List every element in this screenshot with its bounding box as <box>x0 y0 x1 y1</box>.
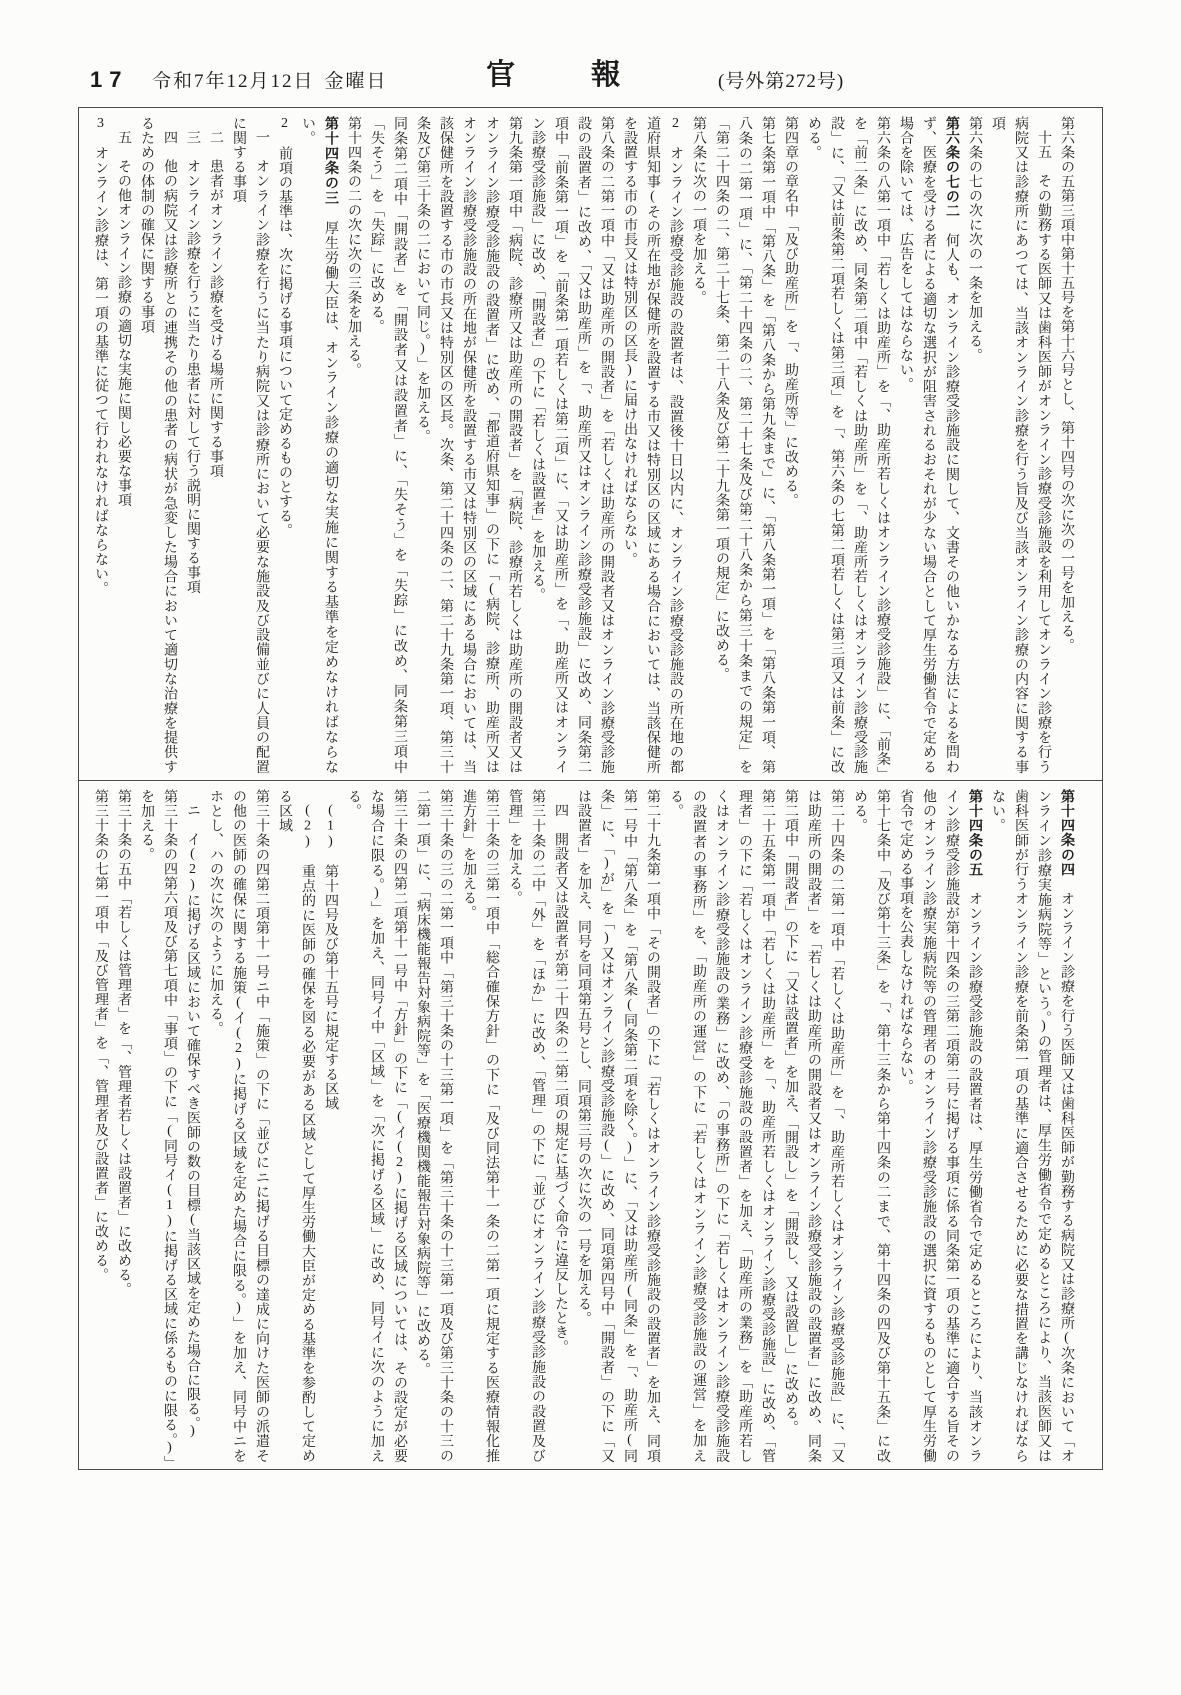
law-paragraph: 第三十条の四第二項第十一号ニ中「施策」の下に「並びにニに掲げる目標の達成に向けた医師の派遣その他の医師の確保に関する施策(イ(2)に掲げる区域を定めた場合に限る。)」を加え、同号中ニをホとし、ハの次に次のように加える。 <box>208 789 269 1463</box>
law-paragraph: 第三十条の四第六項及び第七項中「事項」の下に「(同号イ(1)に掲げる区域に係るものに限る。)」を加える。 <box>139 789 177 1463</box>
law-paragraph: 第二十四条の二第一項中「若しくは助産所」を「、助産所若しくはオンライン診療受診施設」に、「又は助産所の開設者」を「若しくは助産所の開設者又はオンライン診療受診施設の設置者」に改め、同条第二項中「開設者」の下に「又は設置者」を加え、「開設し」を「開設し、又は設置し」に改める。 <box>783 789 844 1463</box>
law-paragraph: 第三十条の三第一項中「総合確保方針」の下に「及び同法第十一条の二第一項に規定する医療情報化推進方針」を加える。 <box>461 789 499 1463</box>
law-paragraph: 第六条の七の次に次の一条を加える。 <box>967 116 982 363</box>
law-paragraph: 第三十条の三の二第一項中「第三十条の十三第一項」を「第三十条の十三第一項及び第三十条の十三の二第一項」に、「病床機能報告対象病院等」を「医療機関機能報告対象病院等」に改める。 <box>415 789 453 1463</box>
top-section <box>79 108 1102 780</box>
law-paragraph: 第九条第一項中「病院、診療所又は助産所の開設者」を「病院、診療所若しくは助産所の開設者又はオンライン診療受診施設の設置者」に改め、「都道府県知事」の下に「(病院、診療所、助産所又はオンライン診療受診施設の所在地が保健所を設置する市又は特別区の区域にある場合においては、当該保健所を設置する市の市長又は特別区の区長。次条、第二十四条の二、第二十九条第一項、第三十条及び第三十条の二において同じ。)」を加える。 <box>415 116 522 774</box>
law-paragraph: 第十四条の三 厚生労働大臣は、オンライン診療の適切な実施に関する基準を定めなければならない。 <box>300 116 338 775</box>
bottom-section <box>79 781 1102 1469</box>
law-paragraph: 第三十条の五中「若しくは管理者」を「、管理者若しくは設置者」に改める。 <box>116 789 131 1297</box>
law-paragraph: 第六条の五第三項中第十五号を第十六号とし、第十四号の次に次の一号を加える。 <box>1059 116 1074 653</box>
law-paragraph: 第三十条の四第二項第十一号中「方針」の下に「(イ(2)に掲げる区域については、その設定が必要な場合に限る。)」を加え、同号イ中「区域」を「次に掲げる区域」に改め、同号イに次のように加える。 <box>346 789 407 1463</box>
content-frame <box>78 107 1103 1470</box>
law-paragraph: (1) 第十四号及び第十五号に規定する区域 <box>323 803 338 1111</box>
law-paragraph: 第十四条の五 オンライン診療受診施設の設置者は、厚生労働省令で定めるところにより、当該オンライン診療受診施設が第十四条の三第二項第二号に掲げる事項に係る同条第一項の基準に適合する旨その他のオンライン診療実施病院等の管理者のオンライン診療受診施設の選択に資するものとして厚生労働省令で定める事項を公表しなければならない。 <box>898 789 982 1464</box>
date-text: 令和7年12月12日 <box>152 71 315 92</box>
law-paragraph: 第六条の七の二 何人も、オンライン診療受診施設に関して、文書その他いかなる方法によるを問わず、医療を受ける者による適切な選択が阻害されるおそれが少ない場合として厚生労働省令で定める場合を除いては、広告をしてはならない。 <box>898 116 959 774</box>
law-paragraph: 第二十五条第一項中「若しくは助産所」を「、助産所若しくはオンライン診療受診施設」に改め、「管理者」の下に「若しくはオンライン診療受診施設の設置者」を加え、「助産所の業務」を「助産所若しくはオンライン診療受診施設の業務」に改め、「の事務所」の下に「若しくはオンライン診療受診施設の設置者の事務所」を、「助産所の運営」の下に「若しくはオンライン診療受診施設の運営」を加える。 <box>668 789 775 1463</box>
issue-date <box>152 66 388 93</box>
law-paragraph: 三 オンライン診療を行うに当たり患者に対して行う説明に関する事項 <box>185 130 200 594</box>
law-paragraph: 第六条の八第一項中「若しくは助産所」を「、助産所若しくはオンライン診療受診施設」に、「前条」を「前二条」に改め、同条第二項中「若しくは助産所」を「、助産所若しくはオンライン診療受診施設」に、「又は前条第二項若しくは第三項」を「、第六条の七第二項若しくは第三項又は前条」に改める。 <box>806 116 890 774</box>
law-paragraph: 第三十条の二中「外」を「ほか」に改め、「管理」の下に「並びにオンライン診療受診施設の設置及び管理」を加える。 <box>507 789 545 1463</box>
header <box>0 0 1181 107</box>
law-paragraph: 第三十条の七第一項中「及び管理者」を「、管理者及び設置者」に改める。 <box>93 789 108 1282</box>
law-paragraph: 二 患者がオンライン診療を受ける場所に関する事項 <box>208 130 223 478</box>
issue-number: (号外第272号) <box>718 71 845 92</box>
law-paragraph: 第十四条の四 オンライン診療を行う医師又は歯科医師が勤務する病院又は診療所(次条において「オンライン診療実施病院等」という。)の管理者は、厚生労働省令で定めるところにより、当該医師又は歯科医師が行うオンライン診療を前条第一項の基準に適合させるために必要な措置を講じなければならない。 <box>990 789 1074 1464</box>
law-paragraph: 四 開設者又は設置者が第二十四条の二第二項の規定に基づく命令に違反したとき。 <box>553 803 568 1354</box>
law-paragraph: (2) 重点的に医師の確保を図る必要がある区域として厚生労働大臣が定める基準を参酌して定める区域 <box>277 789 315 1463</box>
law-paragraph: 2 前項の基準は、次に掲げる事項について定めるものとする。 <box>277 116 292 538</box>
law-paragraph: 第十七条中「及び第十三条」を「、第十三条から第十四条の二まで、第十四条の四及び第十五条」に改める。 <box>852 789 890 1463</box>
law-paragraph: 第四章の章名中「及び助産所」を「、助産所等」に改める。 <box>783 116 798 508</box>
law-paragraph: 五 その他オンライン診療の適切な実施に関し必要な事項 <box>116 130 131 507</box>
law-paragraph: ニ イ(2)に掲げる区域において確保すべき医師の数の目標(当該区域を定めた場合に限る。) <box>185 803 200 1439</box>
law-paragraph: 同条第二項中「開設者」を「開設者又は設置者」に、「失そう」を「失踪」に改め、同条第三項中「失そう」を「失踪」に改める。 <box>369 116 407 774</box>
law-paragraph: 第八条の二第一項中「又は助産所の開設者」を「若しくは助産所の開設者又はオンライン診療受診施設の設置者」に改め、「又は助産所」を「、助産所又はオンライン診療受診施設」に改め、同条第二項中「前条第一項」を「前条第一項若しくは第二項」に、「又は助産所」を「、助産所又はオンライン診療受診施設」に改め、「開設者」の下に「若しくは設置者」を加える。 <box>530 116 614 774</box>
law-paragraph: 一 オンライン診療を行うに当たり病院又は診療所において必要な施設及び設備並びに人員の配置に関する事項 <box>231 116 269 774</box>
law-paragraph: 四 他の病院又は診療所との連携その他の患者の病状が急変した場合において適切な治療を提供するための体制の確保に関する事項 <box>139 116 177 774</box>
law-paragraph: 十五 その勤務する医師又は歯科医師がオンライン診療受診施設を利用してオンライン診療を行う病院又は診療所にあつては、当該オンライン診療を行う旨及び当該オンライン診療の内容に関する事項 <box>990 116 1051 774</box>
law-paragraph: 第二十九条第一項中「その開設者」の下に「若しくはオンライン診療受診施設の設置者」を加え、同項第一号中「第八条」を「第八条(同条第二項を除く。)」に、「又は助産所(同条」を「、助産所(同条」に、「)が」を「)又はオンライン診療受診施設(」に改め、同項第四号中「開設者」の下に「又は設置者」を加え、同号を同項第五号とし、同項第三号の次に次の一号を加える。 <box>576 789 660 1464</box>
weekday: 金曜日 <box>324 71 388 92</box>
law-paragraph: 第十四条の二の次に次の三条を加える。 <box>346 116 361 377</box>
law-paragraph: 第七条第一項中「第八条」を「第八条から第九条まで」に、「第八条第一項」を「第八条第一項、第八条の二第一項」に、「第二十四条の二、第二十七条及び第二十八条から第三十条までの規定」を「第二十四条の二、第二十七条、第二十八条及び第二十九条第一項の規定」に改める。 <box>714 116 775 774</box>
gazette-title: 官報 <box>486 59 697 91</box>
page-number: 17 <box>90 67 129 92</box>
law-paragraph: 第八条に次の一項を加える。 <box>691 116 706 305</box>
law-paragraph: 2 オンライン診療受診施設の設置者は、設置後十日以内に、オンライン診療受診施設の所在地の都道府県知事(その所在地が保健所を設置する市又は特別区の区域にある場合においては、当該保健所を設置する市の市長又は特別区の区長)に届け出なければならない。 <box>622 116 683 774</box>
top-vertical-text <box>89 116 1102 774</box>
bottom-vertical-text <box>89 789 1078 1463</box>
law-paragraph: 3 オンライン診療は、第一項の基準に従つて行われなければならない。 <box>93 116 108 596</box>
